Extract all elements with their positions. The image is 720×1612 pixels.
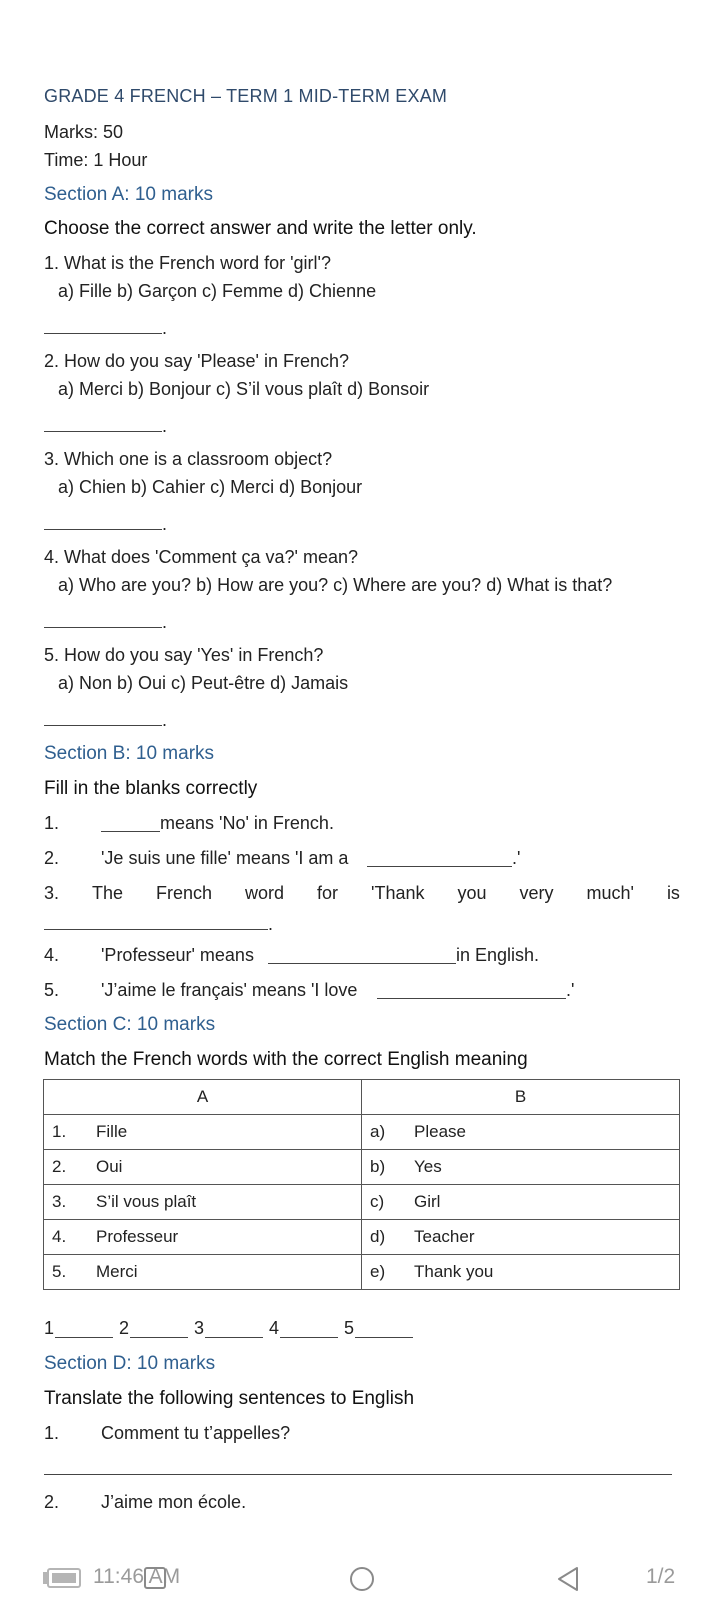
row-letter: a) — [370, 1122, 386, 1141]
row-letter: c) — [370, 1192, 385, 1211]
fill-item-text-end: .' — [566, 980, 575, 1000]
section-b-instruction: Fill in the blanks correctly — [44, 778, 258, 799]
fill-item-text-end: in English. — [456, 945, 540, 965]
home-icon[interactable] — [349, 1566, 375, 1592]
answer-blank[interactable] — [44, 725, 162, 726]
section-a-instruction: Choose the correct answer and write the letter only. — [44, 218, 477, 239]
column-b-header: B — [362, 1080, 680, 1115]
fill-item-text: 'J’aime le français' means 'I love — [101, 980, 358, 1000]
match-answer-blank[interactable] — [55, 1337, 113, 1338]
match-answer-blank[interactable] — [205, 1337, 263, 1338]
french-word: Merci — [96, 1262, 138, 1281]
blank-period: . — [162, 612, 168, 632]
english-meaning: Teacher — [414, 1227, 475, 1246]
fill-item-number: 1. — [44, 813, 60, 833]
english-meaning: Please — [414, 1122, 466, 1141]
exam-marks: Marks: 50 — [44, 122, 124, 142]
word: for — [317, 883, 339, 903]
table-row — [44, 1220, 680, 1255]
row-number: 5. — [52, 1262, 67, 1281]
question-2-options: a) Merci b) Bonjour c) S’il vous plaît d) Bonsoir — [58, 379, 430, 399]
section-b-heading: Section B: 10 marks — [44, 743, 215, 764]
word: The — [92, 883, 124, 903]
answer-num: 1 — [44, 1318, 55, 1338]
exam-time: Time: 1 Hour — [44, 150, 148, 170]
row-letter: d) — [370, 1227, 386, 1246]
table-row — [44, 1115, 680, 1150]
translate-item-number: 1. — [44, 1423, 60, 1443]
translate-sentence: Comment tu t’appelles? — [101, 1423, 291, 1443]
fill-blank[interactable] — [101, 831, 160, 832]
answer-num: 3 — [194, 1318, 205, 1338]
english-meaning: Girl — [414, 1192, 441, 1211]
answer-blank[interactable] — [44, 431, 162, 432]
recent-apps-icon[interactable] — [143, 1566, 167, 1590]
section-a-heading: Section A: 10 marks — [44, 184, 213, 205]
word: 'Thank — [371, 883, 425, 903]
match-answer-blank[interactable] — [355, 1337, 413, 1338]
word: French — [156, 883, 213, 903]
word: much' — [586, 883, 634, 903]
question-1: 1. What is the French word for 'girl'? — [44, 253, 331, 273]
english-meaning: Thank you — [414, 1262, 494, 1281]
fill-item-text: 'Professeur' means — [101, 945, 254, 965]
section-d-heading: Section D: 10 marks — [44, 1353, 216, 1374]
row-number: 2. — [52, 1157, 67, 1176]
back-icon[interactable] — [556, 1566, 580, 1592]
blank-period: . — [162, 416, 168, 436]
word: you — [457, 883, 487, 903]
section-d-instruction: Translate the following sentences to English — [44, 1388, 415, 1409]
question-3-options: a) Chien b) Cahier c) Merci d) Bonjour — [58, 477, 363, 497]
word: very — [519, 883, 554, 903]
question-2: 2. How do you say 'Please' in French? — [44, 351, 350, 371]
blank-period: . — [162, 710, 168, 730]
fill-blank[interactable] — [44, 929, 268, 930]
match-answer-blank[interactable] — [280, 1337, 338, 1338]
fill-item-number: 3. — [44, 883, 60, 903]
blank-period: . — [162, 318, 168, 338]
question-4-options: a) Who are you? b) How are you? c) Where are you? d) What is that? — [58, 575, 613, 595]
page-indicator: 1/2 — [646, 1565, 676, 1588]
table-row — [44, 1150, 680, 1185]
row-number: 3. — [52, 1192, 67, 1211]
translation-answer-line[interactable] — [44, 1474, 672, 1475]
matching-table — [43, 1079, 680, 1290]
translate-sentence: J’aime mon école. — [101, 1492, 247, 1512]
question-1-options: a) Fille b) Garçon c) Femme d) Chienne — [58, 281, 377, 301]
french-word: Fille — [96, 1122, 128, 1141]
fill-item-3-row — [44, 883, 680, 904]
answer-blank[interactable] — [44, 529, 162, 530]
word: word — [245, 883, 285, 903]
question-4: 4. What does 'Comment ça va?' mean? — [44, 547, 359, 567]
clock-time: 11:46 AM — [93, 1565, 181, 1588]
answer-num: 4 — [269, 1318, 280, 1338]
battery-icon — [42, 1567, 82, 1589]
table-row — [44, 1255, 680, 1290]
blank-period: . — [268, 914, 274, 934]
fill-item-number: 5. — [44, 980, 60, 1000]
match-answer-blank[interactable] — [130, 1337, 188, 1338]
question-5-options: a) Non b) Oui c) Peut-être d) Jamais — [58, 673, 349, 693]
translate-item-number: 2. — [44, 1492, 60, 1512]
french-word: S’il vous plaît — [96, 1192, 197, 1211]
section-c-instruction: Match the French words with the correct English meaning — [44, 1049, 528, 1070]
answer-blank[interactable] — [44, 333, 162, 334]
question-5: 5. How do you say 'Yes' in French? — [44, 645, 324, 665]
question-3: 3. Which one is a classroom object? — [44, 449, 333, 469]
word: is — [666, 883, 680, 903]
blank-period: . — [162, 514, 168, 534]
answer-num: 5 — [344, 1318, 355, 1338]
section-c-heading: Section C: 10 marks — [44, 1014, 216, 1035]
french-word: Professeur — [96, 1227, 179, 1246]
exam-title: GRADE 4 FRENCH – TERM 1 MID-TERM EXAM — [44, 86, 448, 106]
bottom-nav-bar — [0, 1545, 720, 1612]
fill-blank[interactable] — [377, 998, 566, 999]
fill-item-text: 'Je suis une fille' means 'I am a — [101, 848, 349, 868]
column-a-header: A — [44, 1080, 362, 1115]
fill-item-text: means 'No' in French. — [160, 813, 334, 833]
french-word: Oui — [96, 1157, 123, 1176]
row-letter: e) — [370, 1262, 386, 1281]
fill-blank[interactable] — [268, 963, 456, 964]
fill-blank[interactable] — [367, 866, 512, 867]
fill-item-number: 2. — [44, 848, 60, 868]
answer-blank[interactable] — [44, 627, 162, 628]
fill-item-text-end: .' — [512, 848, 521, 868]
english-meaning: Yes — [414, 1157, 442, 1176]
answer-num: 2 — [119, 1318, 130, 1338]
row-letter: b) — [370, 1157, 386, 1176]
row-number: 4. — [52, 1227, 67, 1246]
row-number: 1. — [52, 1122, 67, 1141]
fill-item-number: 4. — [44, 945, 60, 965]
table-row — [44, 1185, 680, 1220]
table-header-row — [44, 1080, 680, 1115]
